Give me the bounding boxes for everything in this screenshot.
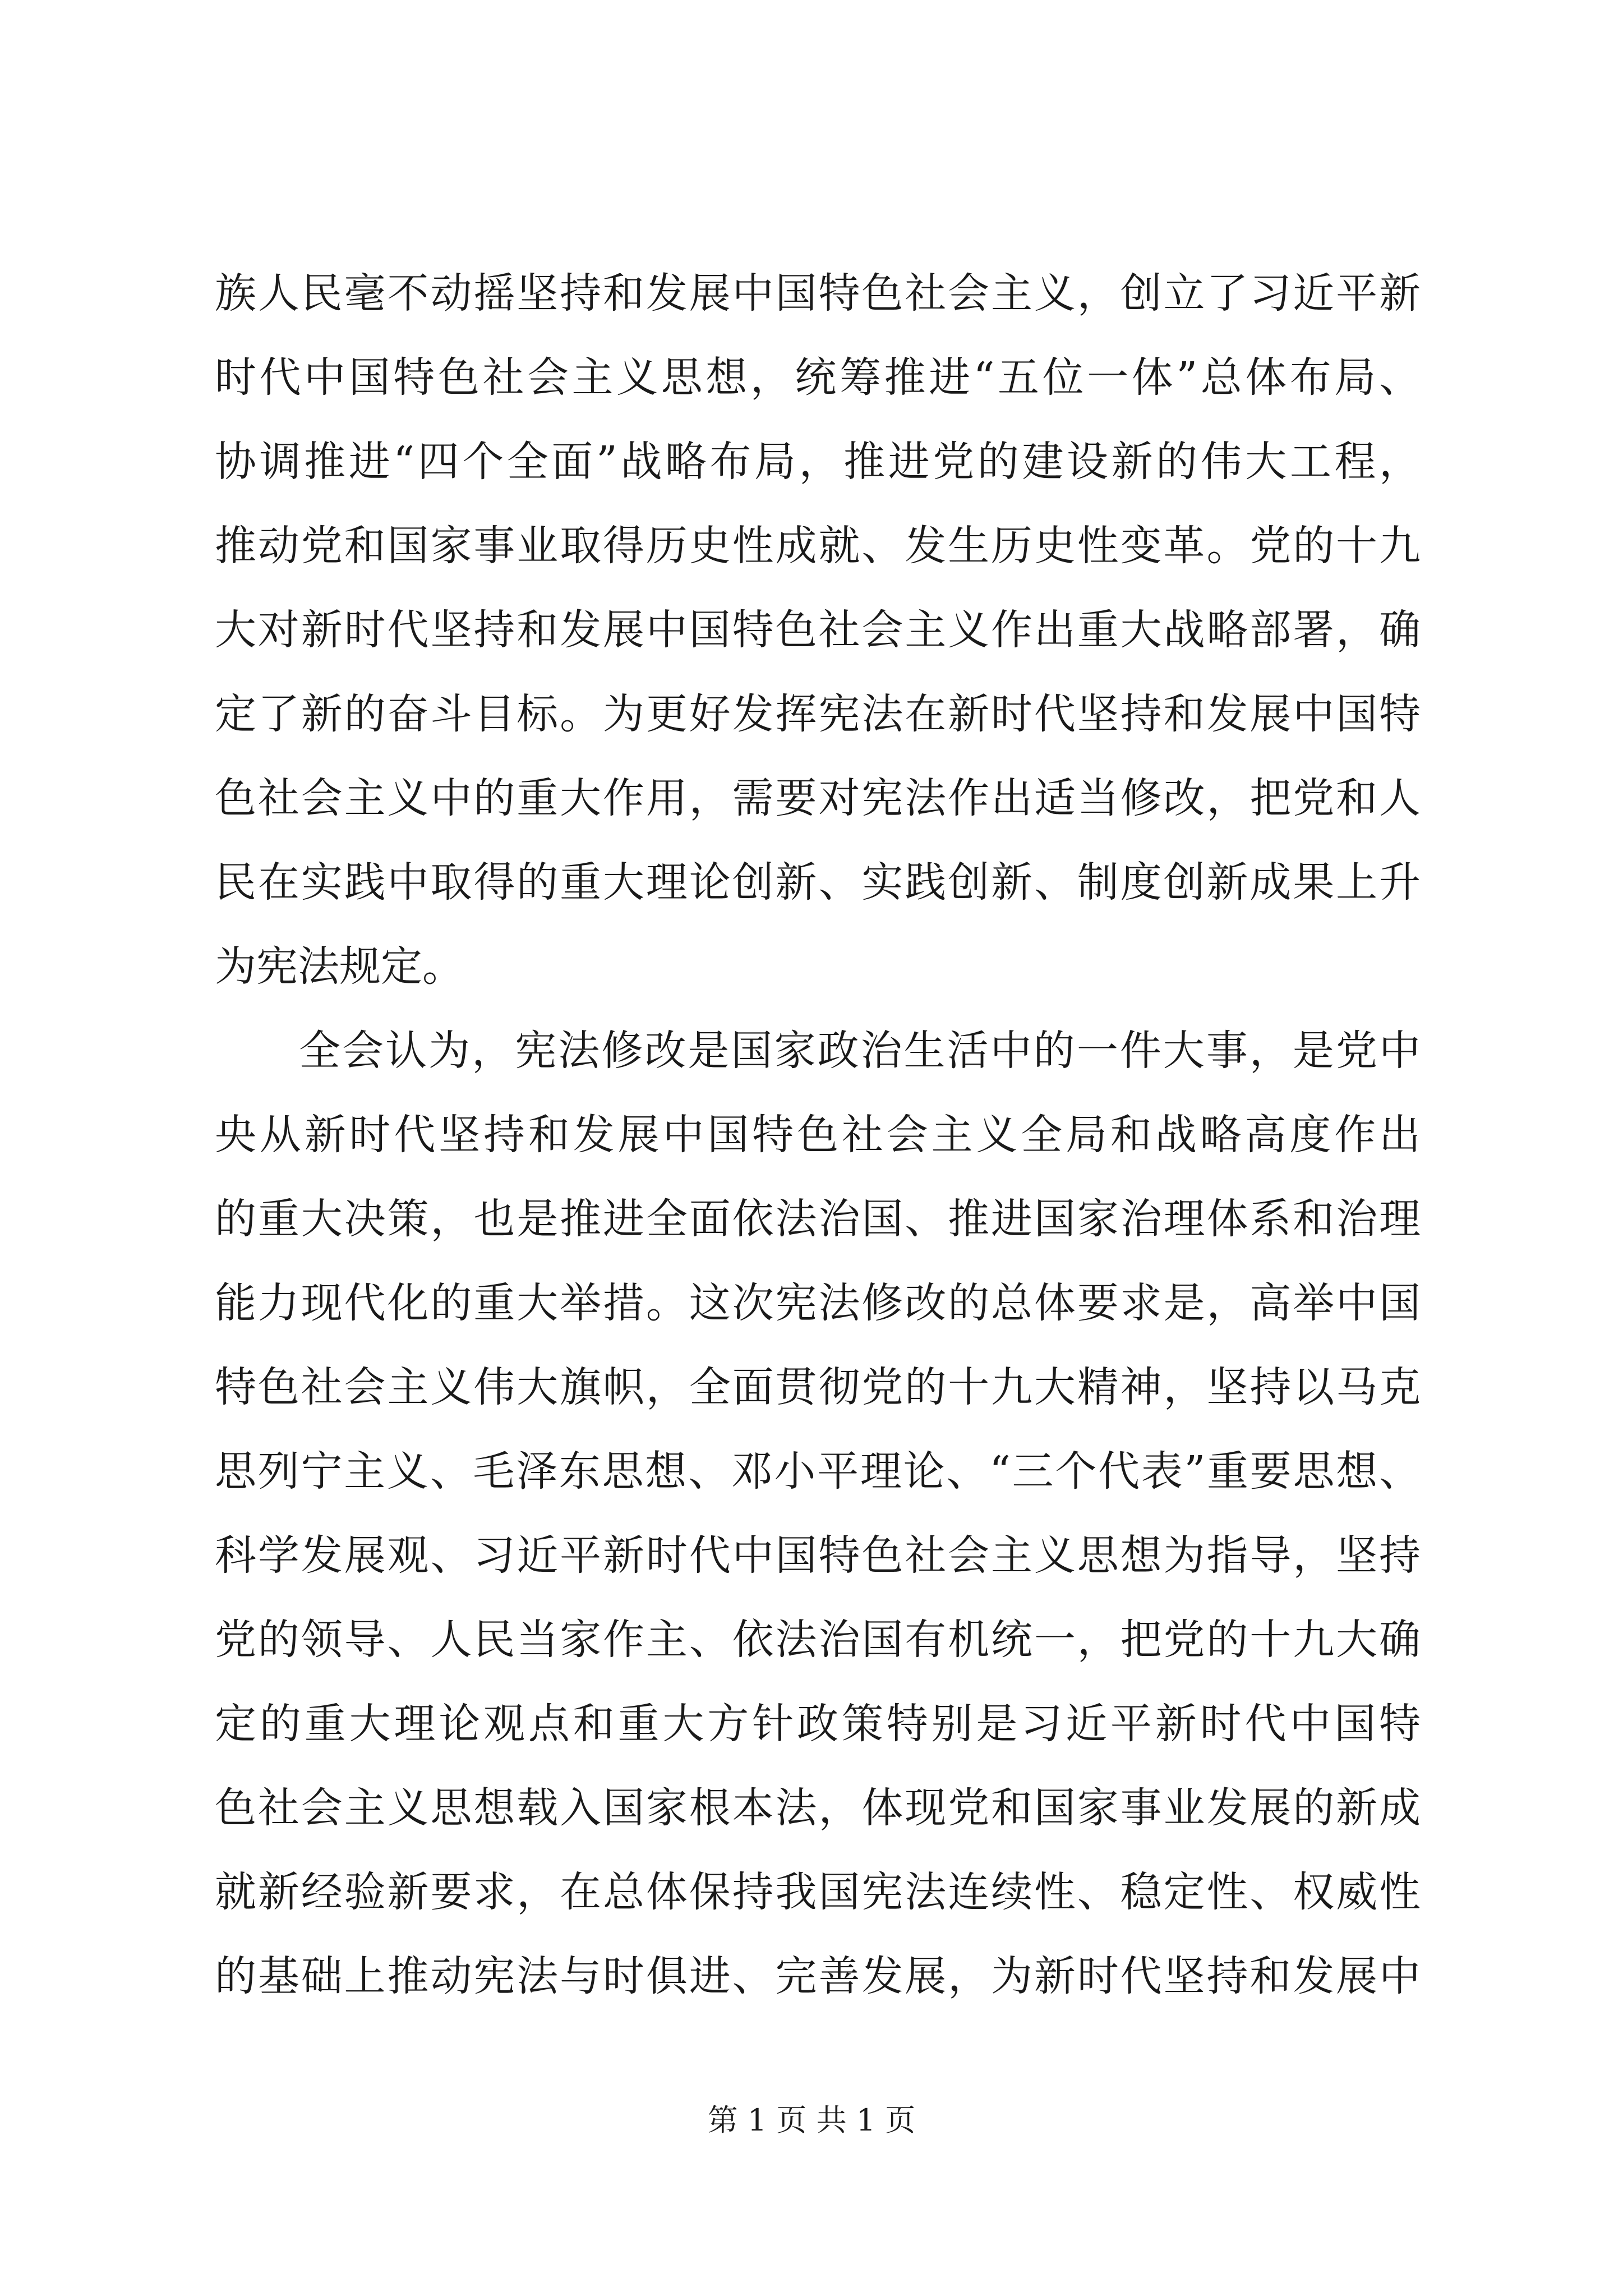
text-line: 族人民毫不动摇坚持和发展中国特色社会主义，创立了习近平新: [215, 269, 1421, 318]
text-line: 定的重大理论观点和重大方针政策特别是习近平新时代中国特: [215, 1700, 1421, 1748]
text-line: 协调推进“四个全面”战略布局，推进党的建设新的伟大工程，: [215, 438, 1421, 486]
text-line: 大对新时代坚持和发展中国特色社会主义作出重大战略部署，确: [215, 606, 1421, 654]
text-line: 的基础上推动宪法与时俱进、完善发展，为新时代坚持和发展中: [215, 1952, 1421, 2000]
text-line: 推动党和国家事业取得历史性成就、发生历史性变革。党的十九: [215, 522, 1421, 570]
page-footer: [0, 2101, 1623, 2140]
text-line: 的重大决策，也是推进全面依法治国、推进国家治理体系和治理: [215, 1195, 1421, 1243]
text-line: 科学发展观、习近平新时代中国特色社会主义思想为指导，坚持: [215, 1531, 1421, 1580]
text-line: 民在实践中取得的重大理论创新、实践创新、制度创新成果上升: [215, 858, 1421, 907]
text-line: 为宪法规定。: [215, 942, 464, 991]
page-number-label: 第 1 页 共 1 页: [707, 2102, 916, 2138]
document-body: [215, 251, 1421, 2018]
text-line: 特色社会主义伟大旗帜，全面贯彻党的十九大精神，坚持以马克: [215, 1363, 1421, 1411]
text-line: 思列宁主义、毛泽东思想、邓小平理论、“三个代表”重要思想、: [215, 1447, 1421, 1496]
text-line: 定了新的奋斗目标。为更好发挥宪法在新时代坚持和发展中国特: [215, 690, 1421, 738]
text-line: 就新经验新要求，在总体保持我国宪法连续性、稳定性、权威性: [215, 1868, 1421, 1916]
text-line: 央从新时代坚持和发展中国特色社会主义全局和战略高度作出: [215, 1111, 1421, 1159]
text-line: 时代中国特色社会主义思想，统筹推进“五位一体”总体布局、: [215, 353, 1421, 402]
paragraph-2: [215, 1009, 1421, 2018]
text-line: 全会认为，宪法修改是国家政治生活中的一件大事，是党中: [299, 1027, 1421, 1075]
text-line: 党的领导、人民当家作主、依法治国有机统一，把党的十九大确: [215, 1616, 1421, 1664]
text-line: 能力现代化的重大举措。这次宪法修改的总体要求是，高举中国: [215, 1279, 1421, 1327]
paragraph-1: [215, 251, 1421, 1009]
text-line: 色社会主义思想载入国家根本法，体现党和国家事业发展的新成: [215, 1784, 1421, 1832]
text-line: 色社会主义中的重大作用，需要对宪法作出适当修改，把党和人: [215, 774, 1421, 822]
